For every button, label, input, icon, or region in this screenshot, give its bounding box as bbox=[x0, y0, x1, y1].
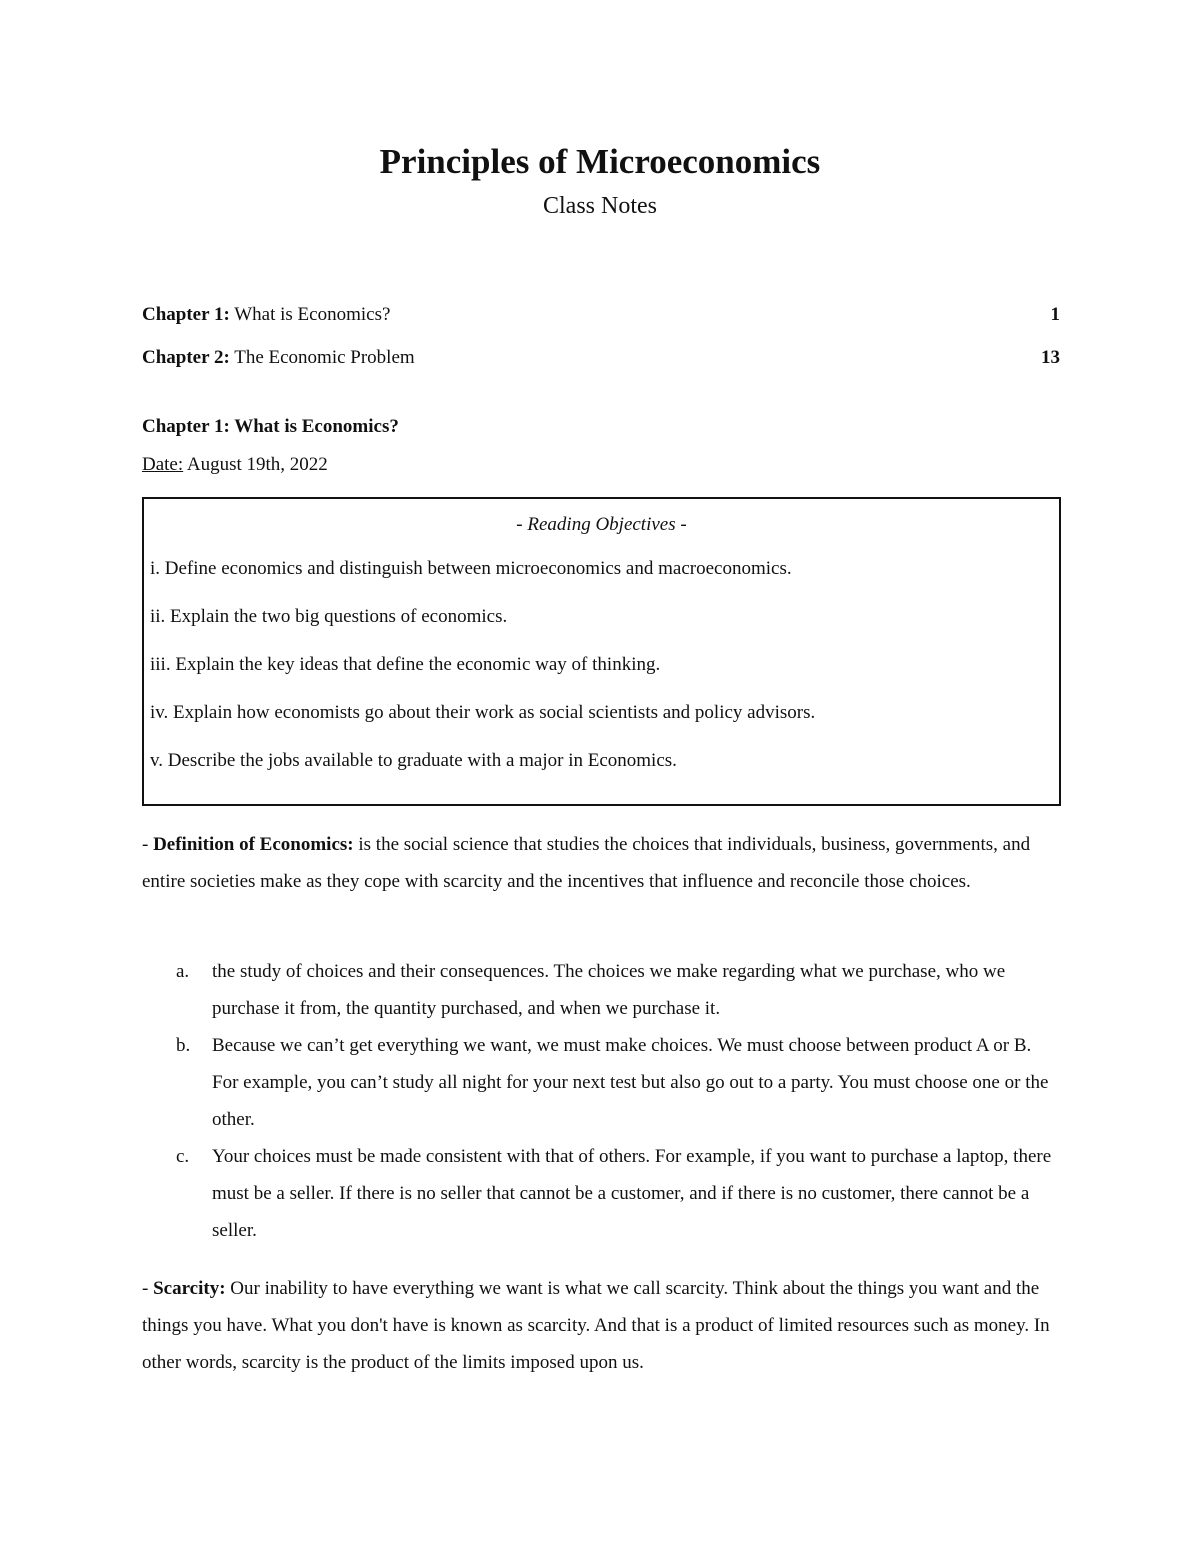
toc-entry-label: Chapter 2: bbox=[142, 347, 230, 368]
toc-entry-page: 13 bbox=[1041, 347, 1060, 368]
list-marker: c. bbox=[176, 1146, 190, 1167]
toc-entry-chapter-1[interactable] bbox=[142, 302, 1060, 328]
scarcity-paragraph bbox=[142, 1270, 1062, 1381]
scarcity-prefix: - bbox=[142, 1278, 154, 1299]
list-item bbox=[142, 953, 1062, 1027]
reading-objectives-title: - Reading Objectives - bbox=[516, 514, 687, 535]
list-item bbox=[142, 1138, 1062, 1249]
toc-entry-label: Chapter 1: bbox=[142, 304, 230, 325]
definition-prefix: - bbox=[142, 834, 154, 855]
objective-item: ii. Explain the two big questions of economics. bbox=[150, 606, 508, 627]
toc-entry-chapter-2[interactable] bbox=[142, 345, 1060, 371]
document-title: Principles of Microeconomics bbox=[379, 142, 821, 181]
objective-item: i. Define economics and distinguish between microeconomics and macroeconomics. bbox=[150, 558, 792, 579]
definition-text: is the social science that studies the choices that individuals, business, governments, and entire societies make as they cope with scarcity and the incentives that influence and reconcile those choices. bbox=[142, 834, 1031, 892]
scarcity-text: Our inability to have everything we want is what we call scarcity. Think about the things you want and the things you have. What you don't have is known as scarcity. And that is a product of limited resources such as money. In other words, scarcity is the product of the limits imposed upon us. bbox=[142, 1278, 1050, 1373]
toc-entry-text bbox=[142, 345, 415, 371]
date-label: Date: bbox=[142, 454, 184, 475]
scarcity-term: Scarcity: bbox=[153, 1278, 226, 1299]
list-marker: a. bbox=[176, 961, 190, 982]
objective-item: v. Describe the jobs available to graduate with a major in Economics. bbox=[150, 750, 677, 771]
definition-points-list bbox=[142, 953, 1062, 1249]
definition-term: Definition of Economics: bbox=[153, 834, 354, 855]
toc-entry-page: 1 bbox=[1050, 304, 1060, 325]
document-subtitle: Class Notes bbox=[543, 193, 657, 219]
chapter-date bbox=[142, 452, 328, 478]
chapter-1-heading: Chapter 1: What is Economics? bbox=[142, 416, 399, 437]
objective-item: iv. Explain how economists go about their work as social scientists and policy advisors. bbox=[150, 702, 816, 723]
list-item-text: the study of choices and their consequences. The choices we make regarding what we purchase, who we purchase it from, the quantity purchased, and when we purchase it. bbox=[212, 961, 1006, 1019]
toc-entry-title: What is Economics? bbox=[234, 304, 391, 325]
definition-paragraph bbox=[142, 826, 1062, 900]
toc-entry-text bbox=[142, 302, 390, 328]
list-marker: b. bbox=[176, 1035, 191, 1056]
objective-item: iii. Explain the key ideas that define the economic way of thinking. bbox=[150, 654, 661, 675]
toc-entry-title: The Economic Problem bbox=[234, 347, 415, 368]
list-item-text: Because we can’t get everything we want, we must make choices. We must choose between product A or B. For example, you can’t study all night for your next test but also go out to a party. You must choose one or the other. bbox=[212, 1035, 1049, 1130]
reading-objectives-box bbox=[142, 497, 1061, 806]
date-value: August 19th, 2022 bbox=[186, 454, 328, 475]
list-item bbox=[142, 1027, 1062, 1138]
list-item-text: Your choices must be made consistent with that of others. For example, if you want to purchase a laptop, there must be a seller. If there is no seller that cannot be a customer, and if there is no customer, there cannot be a seller. bbox=[212, 1146, 1052, 1241]
